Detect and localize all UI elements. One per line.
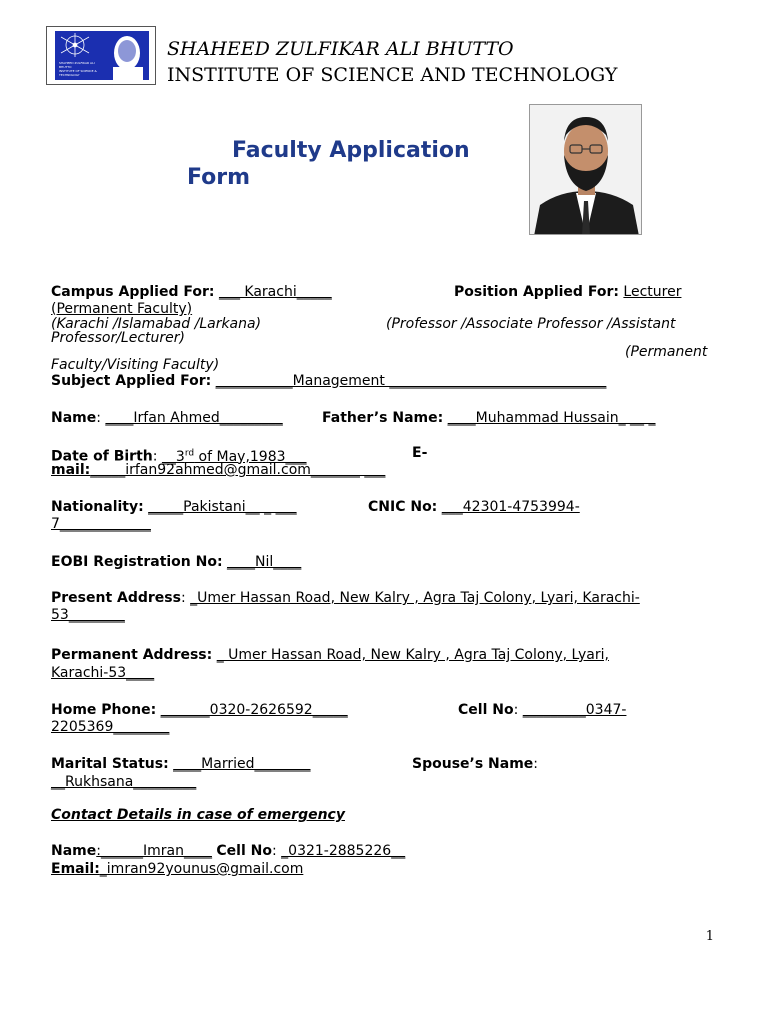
institute-logo: [46, 26, 156, 85]
cell-value-line2: 2205369________: [51, 719, 170, 735]
dob-label: Date of Birth: [51, 448, 153, 465]
permanent-address-value-line2: Karachi-53____: [51, 665, 155, 681]
subject-label: Subject Applied For:: [51, 373, 212, 389]
present-address-row: Present Address: _Umer Hassan Road, New Kalry , Agra Taj Colony, Lyari, Karachi-: [51, 590, 640, 606]
home-phone-row: [51, 702, 348, 719]
email-label-part2: mail:: [51, 462, 91, 478]
logo-emblem: [55, 31, 149, 80]
emergency-cell-value: _0321-2885226__: [281, 843, 406, 859]
campus-hint: (Karachi /Islamabad /Larkana): [51, 316, 262, 332]
emergency-email-label: Email:: [51, 861, 100, 877]
cell-value-line1: _________0347-: [522, 702, 627, 718]
present-address-line2-row: [51, 607, 125, 624]
position-value-line2: (Permanent Faculty): [51, 301, 193, 317]
position-label: Position Applied For:: [454, 284, 619, 300]
spouse-value-row: [51, 774, 196, 791]
form-title-line1: Faculty Application: [232, 138, 470, 163]
position-row: [454, 284, 681, 301]
home-phone-value: _______0320-2626592_____: [160, 702, 348, 718]
dob-row: Date of Birth: __3rd of May,1983___: [51, 448, 307, 465]
emergency-email-row: [51, 861, 303, 878]
position-hint-line3: (Permanent: [625, 344, 708, 360]
permanent-address-line2-row: [51, 665, 154, 682]
present-address-value-line1: _Umer Hassan Road, New Kalry , Agra Taj Colony, Lyari, Karachi-: [190, 590, 640, 606]
father-name-value: ____Muhammad Hussain_ __ _: [447, 410, 656, 426]
eobi-row: [51, 554, 301, 571]
email-label-part1: E-: [412, 445, 428, 461]
present-address-value-line2: 53________: [51, 607, 125, 623]
position-hint-line1: (Professor /Associate Professor /Assistant: [386, 316, 676, 332]
emergency-heading: Contact Details in case of emergency: [51, 807, 345, 823]
campus-row: [51, 284, 332, 301]
position-hint-line2: Professor/Lecturer): [51, 330, 185, 346]
applicant-photo: [529, 104, 642, 235]
name-label: Name: [51, 410, 97, 426]
email-value: _____irfan92ahmed@gmail.com_______ ___: [90, 462, 386, 478]
institute-name-line1: SHAHEED ZULFIKAR ALI BHUTTO: [167, 38, 514, 60]
spouse-row: Spouse’s Name:: [412, 756, 539, 772]
position-value-line1: Lecturer: [623, 284, 682, 300]
campus-label: Campus Applied For:: [51, 284, 215, 300]
spouse-name-label: Spouse’s Name: [412, 756, 534, 772]
emergency-name-value: :______Imran____: [96, 843, 212, 859]
name-row: Name: ____Irfan Ahmed_________: [51, 410, 283, 426]
spouse-name-value: __Rukhsana_________: [51, 774, 197, 790]
marital-row: [51, 756, 311, 773]
cnic-value-line2: 7_____________: [51, 516, 151, 532]
emergency-name-label: Name: [51, 843, 97, 859]
home-phone-label: Home Phone:: [51, 702, 157, 718]
campus-value: ___ Karachi_____: [218, 284, 332, 300]
permanent-address-label: Permanent Address:: [51, 647, 213, 663]
father-row: [322, 410, 656, 427]
emergency-cell-label: Cell No: [216, 843, 272, 859]
name-value: ____Irfan Ahmed_________: [105, 410, 283, 426]
cell-row: Cell No: _________0347-: [458, 702, 627, 718]
institute-name-line2: INSTITUTE OF SCIENCE AND TECHNOLOGY: [167, 64, 618, 86]
page-number: 1: [705, 929, 714, 944]
nationality-row: [51, 499, 297, 516]
form-title-line2: Form: [187, 165, 251, 190]
cnic-label: CNIC No:: [368, 499, 438, 515]
eobi-value: ____Nil____: [227, 554, 302, 570]
cell-line2-row: [51, 719, 169, 736]
subject-row: [51, 373, 606, 390]
permanent-address-row: [51, 647, 609, 664]
emergency-name-row: Name:______Imran____ Cell No: _0321-2885226__: [51, 843, 406, 859]
father-name-label: Father’s Name:: [322, 410, 444, 426]
logo-text-line1: SHAHEED ZULFIKAR ALI BHUTTO: [59, 61, 95, 69]
dob-value: __3rd of May,1983___: [161, 448, 307, 465]
position-hint-line4: Faculty/Visiting Faculty): [51, 357, 220, 373]
cnic-value-line1: ___42301-4753994-: [441, 499, 580, 515]
marital-status-value: ____Married________: [173, 756, 311, 772]
eobi-label: EOBI Registration No:: [51, 554, 223, 570]
emergency-email-value: _imran92younus@gmail.com: [99, 861, 304, 877]
cnic-row: [368, 499, 580, 516]
permanent-address-value-line1: _ Umer Hassan Road, New Kalry , Agra Taj Colony, Lyari,: [216, 647, 609, 663]
email-row: [51, 462, 385, 479]
logo-text-line2: INSTITUTE OF SCIENCE & TECHNOLOGY: [59, 69, 97, 77]
subject-value: ___________Management _______________________________: [215, 373, 607, 389]
cell-label: Cell No: [458, 702, 514, 718]
applicant-portrait-icon: [530, 105, 642, 235]
nationality-value: _____Pakistani__ _ ___: [148, 499, 297, 515]
cnic-value-line2-row: [51, 516, 151, 533]
present-address-label: Present Address: [51, 590, 181, 606]
nationality-label: Nationality:: [51, 499, 144, 515]
marital-status-label: Marital Status:: [51, 756, 169, 772]
